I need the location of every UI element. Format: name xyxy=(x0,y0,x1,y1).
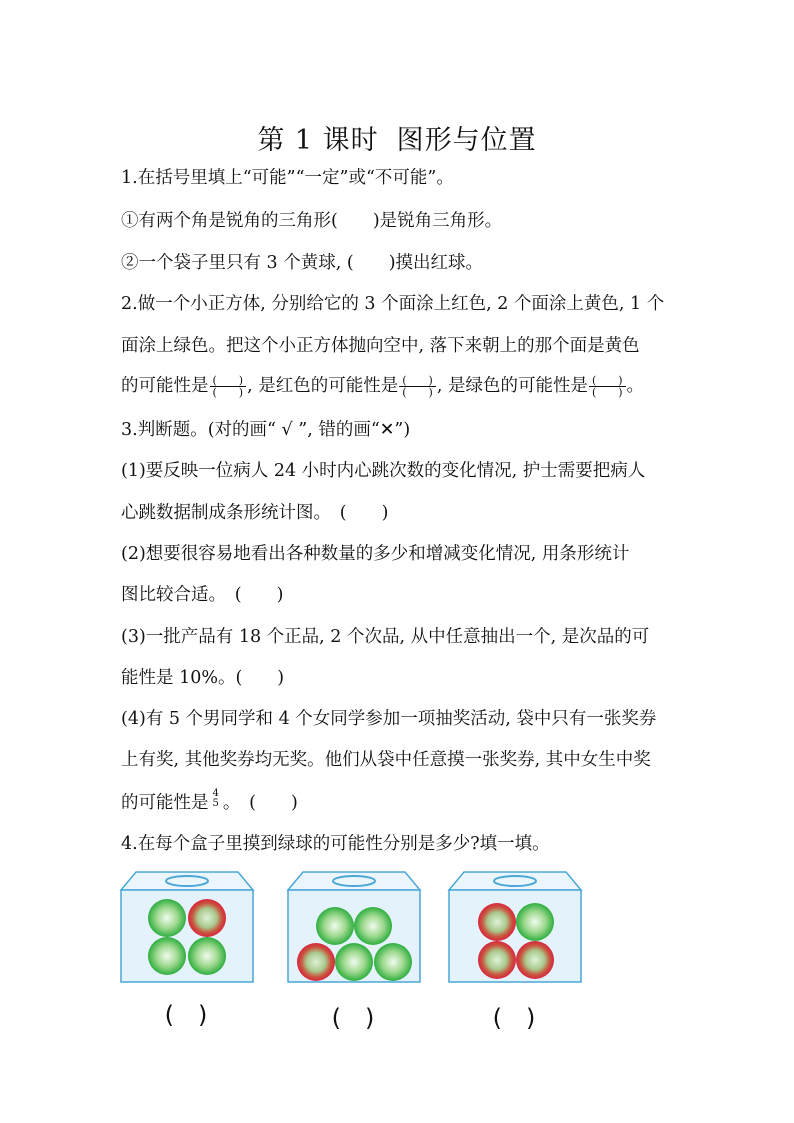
box-lid xyxy=(121,872,253,890)
q1-stem: 1.在括号里填上“可能”“一定”或“不可能”。 xyxy=(121,168,454,188)
fraction-blank-green[interactable] xyxy=(589,375,626,398)
green-ball xyxy=(148,899,186,937)
answer-blank-3[interactable]: ( ) xyxy=(492,1004,536,1032)
q2-seg4: 。 xyxy=(626,376,645,396)
q3-item4-tail: 。 ( ) xyxy=(222,793,298,813)
q2-line1: 2.做一个小正方体, 分别给它的 3 个面涂上红色, 2 个面涂上黄色, 1 个 xyxy=(121,294,665,314)
red-ball xyxy=(297,943,335,981)
ball-box-2 xyxy=(285,870,425,986)
green-ball xyxy=(354,907,392,945)
box-body xyxy=(449,890,581,982)
fraction-blank-red[interactable] xyxy=(399,375,436,398)
q2-line2: 面涂上绿色。把这个小正方体抛向空中, 落下来朝上的那个面是黄色 xyxy=(121,336,640,356)
green-ball xyxy=(374,943,412,981)
q3-item3-line2: 能性是 10%。( ) xyxy=(121,668,285,688)
green-ball xyxy=(188,937,226,975)
frac-num: 4 xyxy=(212,788,219,799)
box-lid xyxy=(288,872,420,890)
red-ball xyxy=(478,941,516,979)
q2-seg3: , 是绿色的可能性是 xyxy=(436,376,588,396)
red-ball xyxy=(516,941,554,979)
page-title xyxy=(0,118,794,157)
q3-item4-line3 xyxy=(121,789,681,815)
frac-num: ( ) xyxy=(210,375,247,387)
box-body xyxy=(121,890,253,982)
answer-blank-2[interactable]: ( ) xyxy=(331,1004,375,1032)
frac-den: 5 xyxy=(212,798,219,809)
q3-item4-text: 的可能性是 xyxy=(121,793,209,813)
q1-item1: ①有两个角是锐角的三角形( )是锐角三角形。 xyxy=(121,211,503,231)
q1-item2: ②一个袋子里只有 3 个黄球, ( )摸出红球。 xyxy=(121,253,484,273)
q4-stem: 4.在每个盒子里摸到绿球的可能性分别是多少?填一填。 xyxy=(121,834,550,854)
q3-item2-line1: (2)想要很容易地看出各种数量的多少和增减变化情况, 用条形统计 xyxy=(121,544,630,564)
ball-box-1 xyxy=(118,870,258,986)
q3-item2-line2: 图比较合适。 ( ) xyxy=(121,585,284,605)
q2-seg2: , 是红色的可能性是 xyxy=(247,376,399,396)
answer-blank-1[interactable]: ( ) xyxy=(164,1001,208,1029)
ball-box-3 xyxy=(446,870,586,986)
green-ball xyxy=(316,907,354,945)
frac-num: ( ) xyxy=(589,375,626,387)
fraction-four-fifths xyxy=(210,789,222,809)
frac-den: ( ) xyxy=(591,386,623,399)
fraction-blank-yellow[interactable] xyxy=(210,375,247,398)
q3-item4-line1: (4)有 5 个男同学和 4 个女同学参加一项抽奖活动, 袋中只有一张奖券 xyxy=(121,709,657,729)
red-ball xyxy=(478,903,516,941)
q3-item1-line1: (1)要反映一位病人 24 小时内心跳次数的变化情况, 护士需要把病人 xyxy=(121,461,646,481)
q3-item1-line2: 心跳数据制成条形统计图。 ( ) xyxy=(121,503,389,523)
title-lesson: 第 1 课时 xyxy=(257,125,379,156)
q2-seg1: 的可能性是 xyxy=(121,376,209,396)
title-topic: 图形与位置 xyxy=(396,125,537,156)
q2-line3 xyxy=(121,374,681,398)
red-ball xyxy=(188,899,226,937)
green-ball xyxy=(516,903,554,941)
frac-den: ( ) xyxy=(212,386,244,399)
q3-item3-line1: (3)一批产品有 18 个正品, 2 个次品, 从中任意抽出一个, 是次品的可 xyxy=(121,627,650,647)
frac-den: ( ) xyxy=(402,386,433,399)
green-ball xyxy=(335,943,373,981)
green-ball xyxy=(148,937,186,975)
q3-stem: 3.判断题。(对的画“ √ ”, 错的画“✕”) xyxy=(121,420,411,440)
q3-item4-line2: 上有奖, 其他奖券均无奖。他们从袋中任意摸一张奖券, 其中女生中奖 xyxy=(121,750,651,770)
frac-num: ( ) xyxy=(399,375,436,387)
box-lid xyxy=(449,872,581,890)
